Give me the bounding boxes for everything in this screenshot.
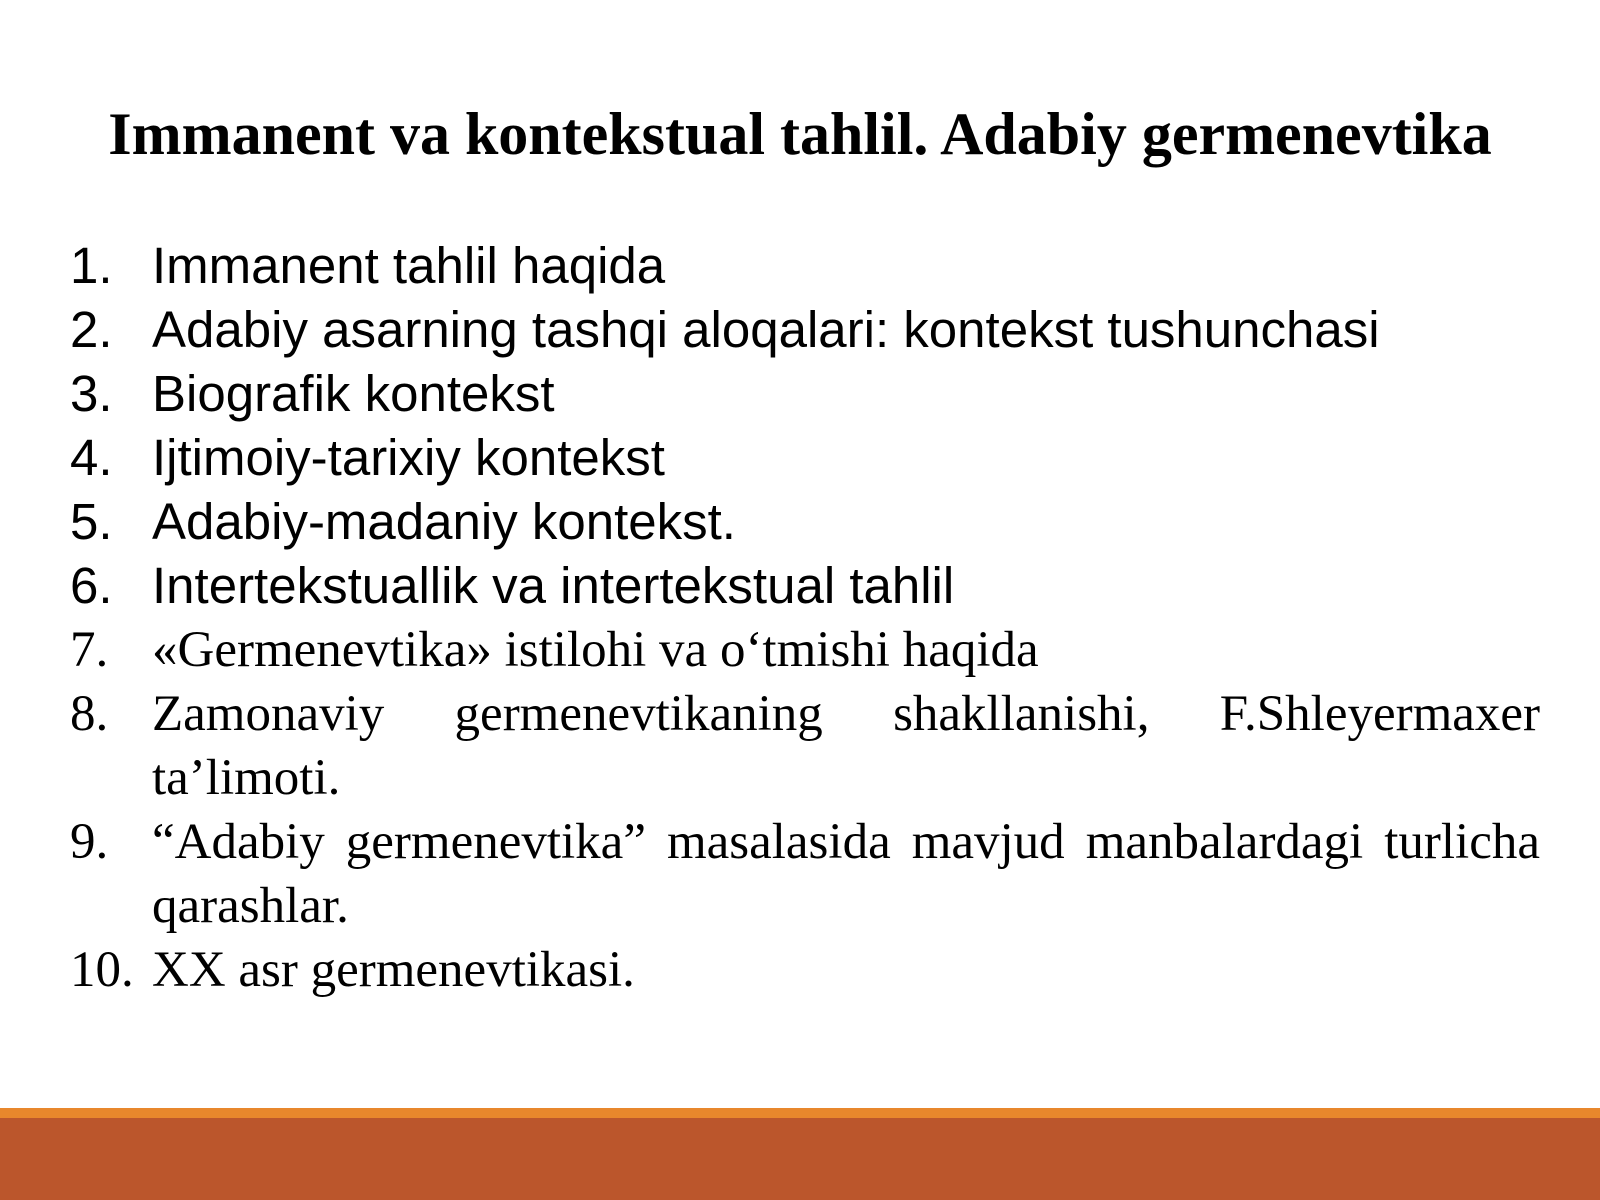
footer-accent-line [0, 1108, 1600, 1118]
agenda-list [70, 234, 1540, 1002]
list-item [70, 682, 1540, 810]
item-number: 3. [70, 365, 113, 422]
list-item [70, 234, 1540, 298]
item-text: Ijtimoiy-tarixiy kontekst [152, 429, 665, 486]
item-text: Zamonaviy germenevtikaning shakllanishi, F.Shleyermaxer ta’limoti. [152, 686, 1540, 806]
footer-band [0, 1118, 1600, 1200]
item-number: 8. [70, 686, 109, 742]
list-item [70, 554, 1540, 618]
item-number: 4. [70, 429, 113, 486]
item-number: 7. [70, 622, 109, 678]
item-text: XX asr germenevtikasi. [152, 942, 635, 998]
slide-title: Immanent va kontekstual tahlil. Adabiy germenevtika [108, 101, 1492, 167]
item-text: Adabiy-madaniy kontekst. [152, 493, 736, 550]
item-number: 10. [70, 942, 134, 998]
item-text: Immanent tahlil haqida [152, 237, 666, 294]
item-number: 9. [70, 814, 109, 870]
item-text: Adabiy asarning tashqi aloqalari: kontekst tushunchasi [152, 301, 1380, 358]
item-text: “Adabiy germenevtika” masalasida mavjud manbalardagi turlicha qarashlar. [152, 814, 1540, 934]
list-item [70, 490, 1540, 554]
list-item [70, 362, 1540, 426]
list-item [70, 426, 1540, 490]
item-number: 5. [70, 493, 113, 550]
item-number: 2. [70, 301, 113, 358]
list-item [70, 810, 1540, 938]
item-text: Biografik kontekst [152, 365, 555, 422]
item-number: 1. [70, 237, 113, 294]
list-item [70, 298, 1540, 362]
item-text: Intertekstuallik va intertekstual tahlil [152, 557, 955, 614]
item-number: 6. [70, 557, 113, 614]
list-item [70, 618, 1540, 682]
list-item [70, 938, 1540, 1002]
item-text: «Germenevtika» istilohi va o‘tmishi haqida [152, 622, 1039, 678]
